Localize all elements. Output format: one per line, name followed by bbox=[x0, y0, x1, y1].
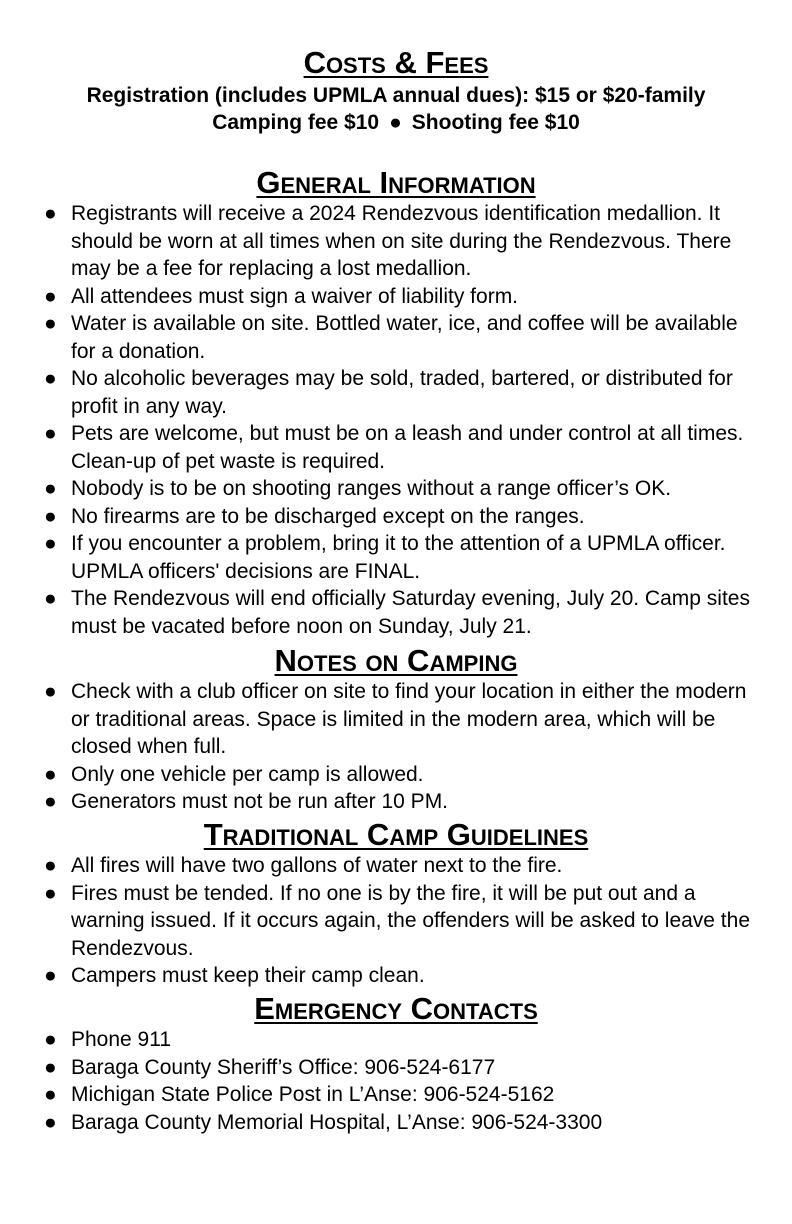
list-item-text: Fires must be tended. If no one is by the fire, it will be put out and a warning issued. If it occurs again, the offenders will be asked to leave the Rendezvous. bbox=[71, 881, 751, 960]
traditional-camp-guidelines-list bbox=[0, 852, 764, 990]
list-item bbox=[44, 420, 764, 475]
list-item-text: Phone 911 bbox=[71, 1028, 172, 1051]
bullet-icon: ● bbox=[44, 532, 57, 555]
list-item bbox=[44, 200, 764, 283]
bullet-icon: ● bbox=[44, 1110, 57, 1134]
bullet-icon: ● bbox=[44, 1028, 57, 1051]
bullet-separator: ● bbox=[389, 111, 402, 134]
list-item-text: Baraga County Sheriff’s Office: 906-524-6177 bbox=[71, 1055, 496, 1079]
notes-on-camping-heading: Notes on Camping bbox=[274, 643, 518, 678]
bullet-icon: ● bbox=[44, 1055, 57, 1079]
list-item-text: Generators must not be run after 10 PM. bbox=[71, 790, 449, 813]
list-item-text: Water is available on site. Bottled water, ice, and coffee will be available for a donation. bbox=[71, 312, 738, 363]
list-item bbox=[44, 310, 764, 365]
notes-on-camping-list bbox=[0, 678, 764, 816]
list-item bbox=[44, 880, 764, 963]
list-item-text: The Rendezvous will end officially Saturday evening, July 20. Camp sites must be vacated before noon on Sunday, July 21. bbox=[71, 587, 750, 638]
list-item bbox=[44, 1054, 764, 1082]
list-item bbox=[44, 1109, 764, 1137]
list-item bbox=[44, 1081, 764, 1109]
bullet-icon: ● bbox=[44, 964, 57, 987]
list-item bbox=[44, 530, 764, 585]
list-item bbox=[44, 761, 764, 789]
list-item-text: Nobody is to be on shooting ranges without a range officer’s OK. bbox=[71, 477, 672, 500]
bullet-icon: ● bbox=[44, 202, 57, 225]
list-item-text: Baraga County Memorial Hospital, L’Anse: 906-524-3300 bbox=[71, 1110, 603, 1134]
emergency-contacts-section bbox=[0, 992, 792, 1136]
general-information-list bbox=[0, 200, 764, 640]
bullet-icon: ● bbox=[44, 312, 57, 335]
general-information-section bbox=[0, 166, 792, 640]
list-item bbox=[44, 678, 764, 761]
bullet-icon: ● bbox=[44, 1083, 57, 1106]
list-item bbox=[44, 962, 764, 990]
list-item-text: No firearms are to be discharged except on the ranges. bbox=[71, 504, 585, 528]
list-item bbox=[44, 365, 764, 420]
bullet-icon: ● bbox=[44, 422, 57, 445]
bullet-icon: ● bbox=[44, 854, 57, 877]
bullet-icon: ● bbox=[44, 790, 57, 813]
list-item bbox=[44, 503, 764, 531]
bullet-icon: ● bbox=[44, 680, 57, 703]
bullet-icon: ● bbox=[44, 284, 57, 308]
camping-fee: Camping fee $10 bbox=[212, 111, 380, 134]
list-item-text: Pets are welcome, but must be on a leash and under control at all times. Clean-up of pet waste is required. bbox=[71, 422, 744, 473]
list-item-text: All attendees must sign a waiver of liability form. bbox=[71, 284, 519, 308]
traditional-camp-guidelines-heading: Traditional Camp Guidelines bbox=[203, 817, 589, 852]
list-item-text: Only one vehicle per camp is allowed. bbox=[71, 762, 424, 786]
bullet-icon: ● bbox=[44, 504, 57, 528]
emergency-contacts-list bbox=[0, 1026, 764, 1136]
list-item-text: Registrants will receive a 2024 Rendezvous identification medallion. It should be worn at all times when on site during the Rendezvous. There may be a fee for replacing a lost medallion. bbox=[71, 202, 732, 280]
list-item-text: If you encounter a problem, bring it to the attention of a UPMLA officer. UPMLA officers' decisions are FINAL. bbox=[71, 532, 726, 583]
shooting-fee: Shooting fee $10 bbox=[411, 111, 580, 134]
list-item bbox=[44, 788, 764, 816]
list-item bbox=[44, 585, 764, 640]
list-item-text: Check with a club officer on site to find your location in either the modern or traditional areas. Space is limited in the modern area, which will be closed when full. bbox=[71, 680, 747, 758]
emergency-contacts-heading: Emergency Contacts bbox=[254, 991, 538, 1026]
bullet-icon: ● bbox=[44, 477, 57, 500]
bullet-icon: ● bbox=[44, 587, 57, 610]
list-item-text: No alcoholic beverages may be sold, traded, bartered, or distributed for profit in any way. bbox=[71, 367, 733, 418]
list-item bbox=[44, 475, 764, 503]
list-item bbox=[44, 852, 764, 880]
general-information-heading: General Information bbox=[256, 165, 536, 200]
bullet-icon: ● bbox=[44, 881, 57, 905]
costs-section bbox=[0, 46, 792, 136]
bullet-icon: ● bbox=[44, 762, 57, 786]
costs-heading: Costs & Fees bbox=[303, 45, 489, 80]
list-item bbox=[44, 1026, 764, 1054]
list-item bbox=[44, 283, 764, 311]
list-item-text: All fires will have two gallons of water next to the fire. bbox=[71, 854, 563, 877]
registration-fee-line: Registration (includes UPMLA annual dues): $15 or $20-family bbox=[86, 84, 706, 107]
camping-shooting-fee-line bbox=[0, 109, 792, 136]
list-item-text: Campers must keep their camp clean. bbox=[71, 964, 425, 987]
traditional-camp-guidelines-section bbox=[0, 818, 792, 990]
notes-on-camping-section bbox=[0, 644, 792, 816]
bullet-icon: ● bbox=[44, 367, 57, 390]
list-item-text: Michigan State Police Post in L’Anse: 906-524-5162 bbox=[71, 1083, 555, 1106]
